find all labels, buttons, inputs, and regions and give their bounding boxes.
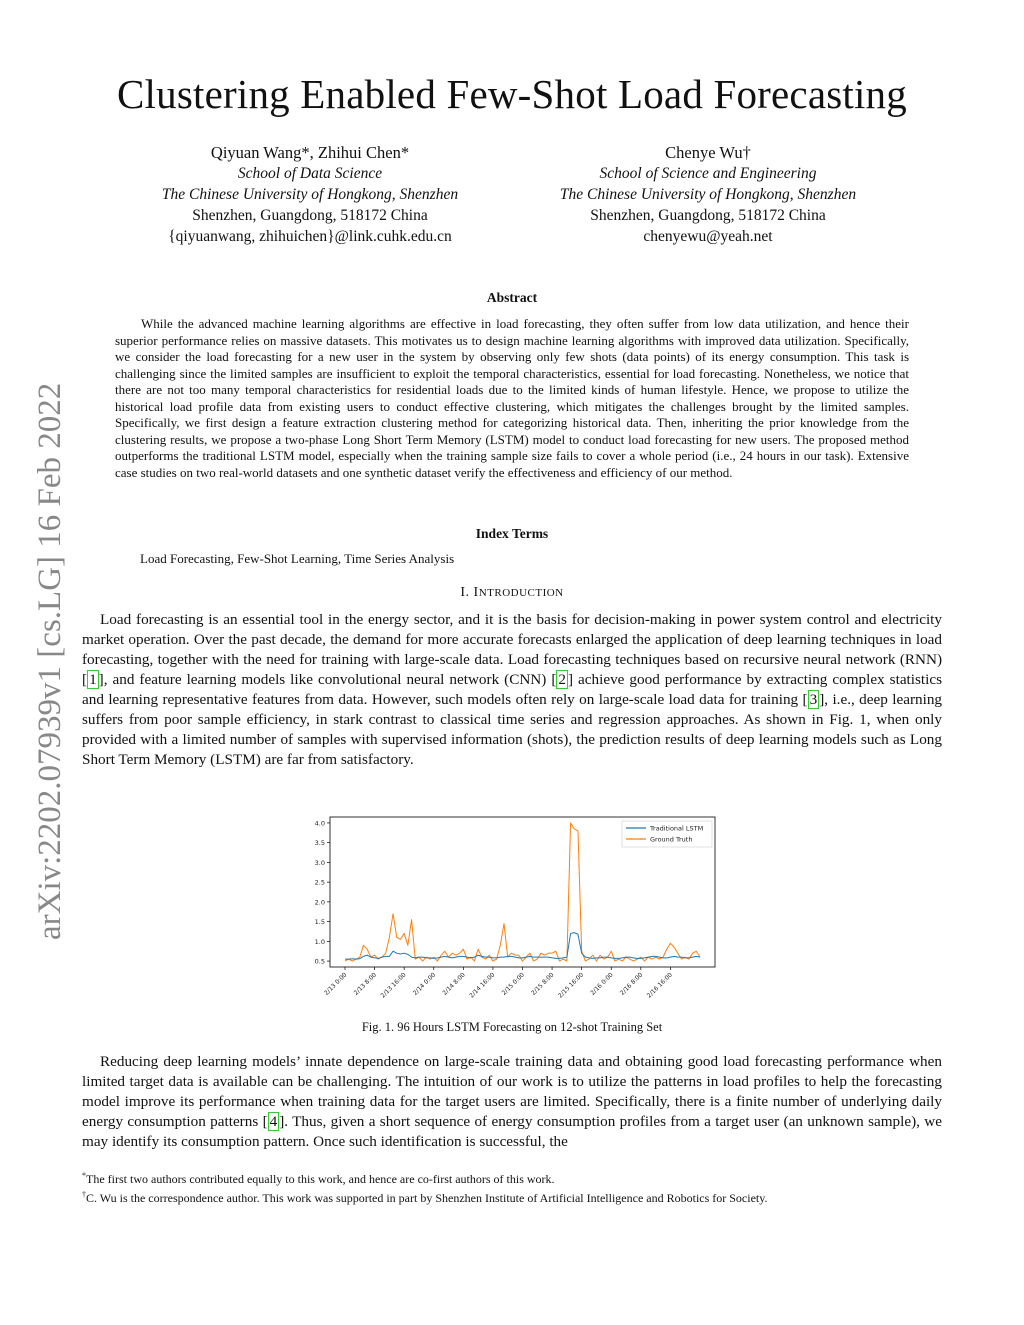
paper-title: Clustering Enabled Few-Shot Load Forecasting (117, 71, 907, 117)
y-tick-label: 3.5 (314, 839, 325, 848)
x-tick-label: 2/15 16:00 (557, 971, 586, 1000)
y-tick-label: 1.0 (314, 937, 325, 946)
legend-label-lstm: Traditional LSTM (650, 824, 704, 833)
figure-1 (300, 812, 720, 1012)
author-address: Shenzhen, Guangdong, 518172 China (590, 207, 826, 224)
author-email: chenyewu@yeah.net (643, 228, 773, 245)
x-tick-label: 2/15 8:00 (530, 971, 556, 997)
y-tick-label: 2.5 (314, 878, 325, 887)
text-run: , i.e., deep learning suffers from poor sample efficiency, in stark contrast to classical time series and regression approaches. As shown in Fig. 1, when only provided with a limited number of samples with supervised information (shots), the prediction results of deep learning models such as Long Short Term Memory (LSTM) are far from satisfactory. (82, 691, 943, 768)
x-tick-label: 2/13 0:00 (323, 971, 349, 997)
y-tick-label: 3.0 (314, 858, 325, 867)
author-address: Shenzhen, Guangdong, 518172 China (192, 207, 428, 224)
citation-link[interactable]: 2 (558, 671, 566, 688)
author-department: School of Data Science (237, 165, 383, 182)
section-number: I. (460, 585, 470, 600)
citation-link[interactable]: 1 (89, 671, 97, 688)
author-block-1 (95, 142, 525, 247)
author-department: School of Science and Engineering (599, 165, 817, 182)
footnote-1 (82, 1168, 942, 1187)
y-tick-label: 0.5 (314, 957, 325, 966)
footnote-text: C. Wu is the correspondence author. This work was supported in part by Shenzhen Institute of Artificial Intelligence and Robotics for Society. (86, 1191, 768, 1205)
x-tick-label: 2/16 16:00 (645, 971, 674, 1000)
legend-label-ground-truth: Ground Truth (650, 835, 693, 844)
x-tick-label: 2/13 16:00 (379, 971, 408, 1000)
x-tick-label: 2/14 16:00 (468, 971, 497, 1000)
text-run: , and feature learning models like convolutional neural network (CNN) (103, 671, 552, 688)
text-run: . Thus, given a short sequence of energy consumption profiles from a target user (an unknown sample), we may identify its consumption pattern. Once such identification is successful, the (82, 1113, 942, 1150)
load-forecast-chart (300, 812, 720, 1012)
citation-link[interactable]: 3 (809, 691, 818, 708)
y-tick-label: 4.0 (314, 819, 325, 828)
author-university: The Chinese University of Hongkong, Shenzhen (559, 186, 857, 203)
x-tick-label: 2/15 0:00 (500, 971, 526, 997)
x-tick-label: 2/14 8:00 (441, 971, 467, 997)
figure-caption: Fig. 1. 96 Hours LSTM Forecasting on 12-shot Training Set (361, 1020, 663, 1034)
citation-link[interactable]: 4 (269, 1113, 278, 1130)
footnote-text: The first two authors contributed equally to this work, and hence are co-first authors of this work. (86, 1172, 555, 1186)
footnotes (82, 1168, 942, 1206)
arxiv-stamp-text: arXiv:2202.07939v1 [cs.LG] 16 Feb 2022 (32, 382, 68, 940)
text-run: Load forecasting is an essential tool in the energy sector, and it is the basis for decision-making in power system control and electricity market operation. Over the past decade, the demand for more accurate forecasts enlarged the application of deep learning techniques in load forecasting, together with the need for training with large-scale data. Load forecasting techniques based on recursive neural network (RNN) (82, 611, 942, 668)
footnote-mark: * (82, 1171, 86, 1180)
series-line-lstm (345, 933, 700, 959)
author-university: The Chinese University of Hongkong, Shenzhen (161, 186, 459, 203)
y-tick-label: 1.5 (314, 918, 325, 927)
intro-paragraph-1: Load forecasting is an essential tool in the energy sector, and it is the basis for decision-making in power system control and electricity market operation. Over the past decade, the demand for more accurate forecasts enlarged the application of deep learning techniques in load forecasting, together with the need for training with large-scale data. Load forecasting techniques based on recursive neural network (RNN) [ 1 ], and feature learning models like convolutional neural network (CNN) [ 2 ] achieve good performance by extracting complex statistics and learning representative features from data. However, such models often rely on large-scale load data for training [ 3 ], i.e., deep learning suffers from poor sample efficiency, in stark contrast to classical time series and regression approaches. As shown in Fig. 1, when only provided with a limited number of samples with supervised information (shots), the prediction results of deep learning models such as Long Short Term Memory (LSTM) are far from satisfactory. (82, 611, 943, 768)
arxiv-side-stamp (10, 350, 70, 950)
footnote-2 (82, 1187, 942, 1206)
author-names: Qiyuan Wang*, Zhihui Chen* (210, 143, 410, 162)
index-terms-text: Load Forecasting, Few-Shot Learning, Time Series Analysis (140, 551, 455, 566)
section-title-rest: NTRODUCTION (478, 587, 564, 599)
author-email: {qiyuanwang, zhihuichen}@link.cuhk.edu.cn (168, 228, 452, 245)
x-tick-label: 2/16 0:00 (589, 971, 615, 997)
author-block-2 (493, 142, 923, 247)
section-title-first: I (473, 585, 479, 600)
y-tick-label: 2.0 (314, 898, 325, 907)
section-heading (0, 585, 1024, 601)
footnote-mark: † (82, 1190, 86, 1199)
author-names: Chenye Wu† (665, 143, 751, 162)
text-run: achieve good performance by extracting complex statistics and learning representative features from data. However, such models often rely on large-scale load data for training (82, 671, 942, 708)
text-run: Reducing deep learning models’ innate dependence on large-scale training data and obtaining good load forecasting performance when limited target data is available can be challenging. The intuition of our work is to utilize the patterns in load profiles to help the forecasting model improve its performance when training data for the target users are limited. Specifically, there is a finite number of underlying daily energy consumption patterns (82, 1053, 942, 1130)
abstract-text: While the advanced machine learning algorithms are effective in load forecasting, they often suffer from low data utilization, and hence their superior performance relies on massive datasets. This motivates us to design machine learning algorithms with improved data utilization. Specifically, we consider the load forecasting for a new user in the system by observing only few shots (data points) of its energy consumption. This task is challenging since the limited samples are insufficient to exploit the temporal characteristics, essential for load forecasting. Nonetheless, we notice that there are not too many temporal characteristics for residential loads due to the limited kinds of human lifestyle. Hence, we propose to utilize the historical load profile data from existing users to conduct effective clustering, which mitigates the challenges brought by the limited samples. Specifically, we first design a feature extraction clustering method for categorizing historical data. Then, inheriting the prior knowledge from the clustering results, we propose a two-phase Long Short Term Memory (LSTM) model to conduct load forecasting for new users. The proposed method outperforms the traditional LSTM model, especially when the training sample size fails to cover a whole period (i.e., 24 hours in our task). Extensive case studies on two real-world datasets and one synthetic dataset verify the effectiveness and efficiency of our method. (115, 316, 909, 480)
x-tick-label: 2/13 8:00 (352, 971, 378, 997)
x-tick-label: 2/14 0:00 (411, 971, 438, 997)
x-tick-label: 2/16 8:00 (618, 971, 645, 997)
abstract-heading: Abstract (486, 290, 538, 305)
intro-paragraph-2: Reducing deep learning models’ innate dependence on large-scale training data and obtaining good load forecasting performance when limited target data is available can be challenging. The intuition of our work is to utilize the patterns in load profiles to help the forecasting model improve its performance when training data for the target users are limited. Specifically, there is a finite number of underlying daily energy consumption patterns [ 4 ]. Thus, given a short sequence of energy consumption profiles from a target user (an unknown sample), we may identify its consumption pattern. Once such identification is successful, the (82, 1053, 942, 1150)
index-terms-heading: Index Terms (475, 526, 549, 541)
